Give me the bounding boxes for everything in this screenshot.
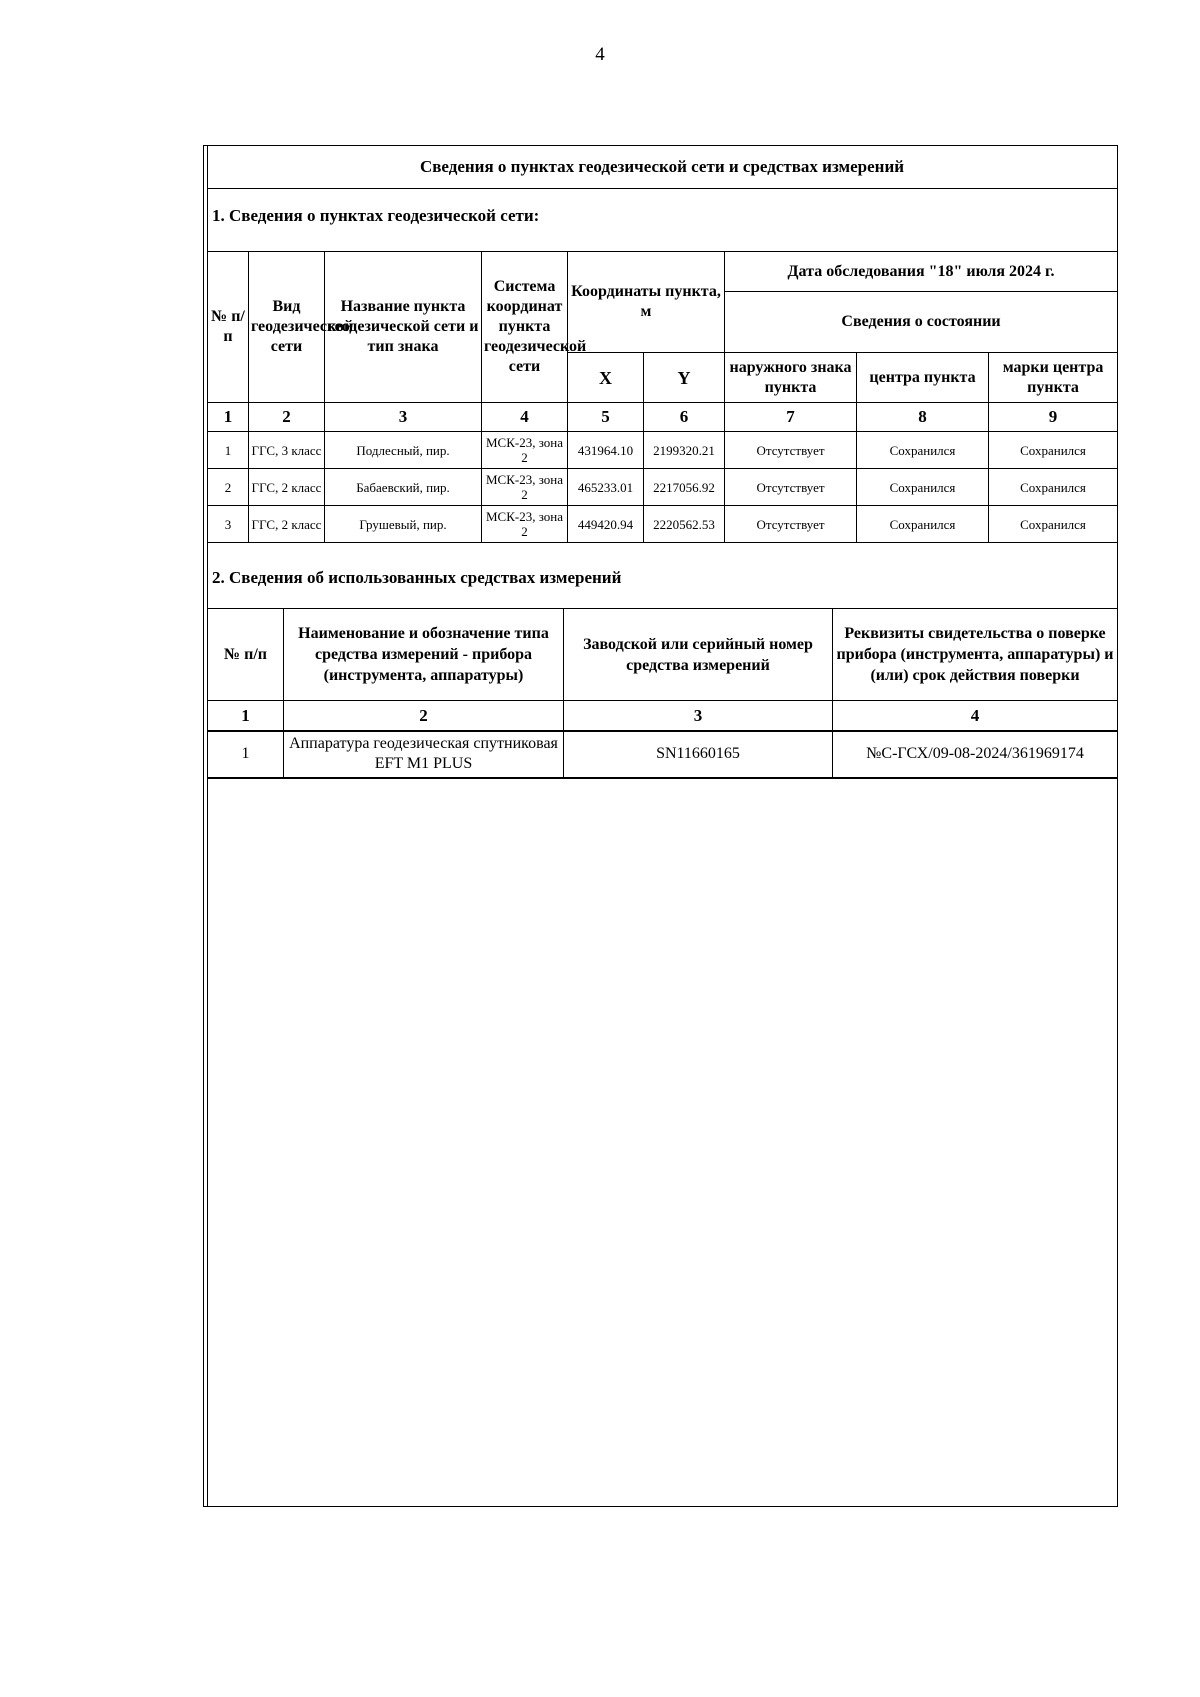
row-network-type: ГГС, 2 класс — [249, 506, 325, 543]
row-x: 449420.94 — [568, 506, 644, 543]
row-point-name: Подлесный, пир. — [325, 432, 482, 469]
row-coordinate-system: МСК-23, зона 2 — [482, 506, 568, 543]
row-center-mark: Сохранился — [989, 432, 1118, 469]
row-x: 431964.10 — [568, 432, 644, 469]
row-x: 465233.01 — [568, 469, 644, 506]
column-number: 8 — [857, 403, 989, 432]
row-network-type: ГГС, 3 класс — [249, 432, 325, 469]
row-y: 2199320.21 — [644, 432, 725, 469]
row-verification: №С-ГСХ/09-08-2024/361969174 — [833, 731, 1118, 778]
header-state: Сведения о состоянии — [725, 292, 1118, 353]
column-number: 7 — [725, 403, 857, 432]
header-center: центра пункта — [857, 353, 989, 403]
column-number: 2 — [249, 403, 325, 432]
row-num: 1 — [208, 432, 249, 469]
form-frame — [203, 145, 1118, 1507]
row-center-mark: Сохранился — [989, 506, 1118, 543]
section2-title: 2. Сведения об использованных средствах измерений — [212, 568, 622, 587]
row-center-mark: Сохранился — [989, 469, 1118, 506]
row-y: 2220562.53 — [644, 506, 725, 543]
row-network-type: ГГС, 2 класс — [249, 469, 325, 506]
row-instrument-name: Аппаратура геодезическая спутниковая EFT M1 PLUS — [284, 731, 564, 778]
column-number: 1 — [208, 403, 249, 432]
header-verification: Реквизиты свидетельства о поверке прибора (инструмента, аппаратуры) и (или) срок действия поверки — [833, 609, 1118, 701]
column-number: 3 — [564, 701, 833, 731]
row-coordinate-system: МСК-23, зона 2 — [482, 469, 568, 506]
column-number: 4 — [482, 403, 568, 432]
header-instrument-name: Наименование и обозначение типа средства измерений - прибора (инструмента, аппаратуры) — [284, 609, 564, 701]
column-number: 1 — [208, 701, 284, 731]
row-outer-sign: Отсутствует — [725, 432, 857, 469]
row-outer-sign: Отсутствует — [725, 506, 857, 543]
row-outer-sign: Отсутствует — [725, 469, 857, 506]
column-number: 5 — [568, 403, 644, 432]
column-number: 9 — [989, 403, 1118, 432]
header-network-type: Вид геодезической сети — [249, 252, 325, 403]
column-number: 6 — [644, 403, 725, 432]
column-number-row — [208, 403, 1118, 432]
column-number: 3 — [325, 403, 482, 432]
table-row — [208, 469, 1118, 506]
header-point-name: Название пункта геодезической сети и тип знака — [325, 252, 482, 403]
row-center: Сохранился — [857, 469, 989, 506]
row-point-name: Грушевый, пир. — [325, 506, 482, 543]
geodetic-points-table — [207, 251, 1118, 543]
row-center: Сохранился — [857, 432, 989, 469]
column-number: 2 — [284, 701, 564, 731]
row-num: 3 — [208, 506, 249, 543]
row-point-name: Бабаевский, пир. — [325, 469, 482, 506]
table-row — [208, 432, 1118, 469]
header-num: № п/п — [208, 609, 284, 701]
page-number: 4 — [595, 44, 605, 65]
row-num: 2 — [208, 469, 249, 506]
row-coordinate-system: МСК-23, зона 2 — [482, 432, 568, 469]
header-x: X — [568, 353, 644, 403]
row-num: 1 — [208, 731, 284, 778]
header-serial-number: Заводской или серийный номер средства измерений — [564, 609, 833, 701]
header-num: № п/п — [208, 252, 249, 403]
table-row — [208, 506, 1118, 543]
table-row — [208, 731, 1118, 778]
row-y: 2217056.92 — [644, 469, 725, 506]
header-y: Y — [644, 353, 725, 403]
column-number: 4 — [833, 701, 1118, 731]
row-center: Сохранился — [857, 506, 989, 543]
section1-title: 1. Сведения о пунктах геодезической сети: — [212, 206, 540, 225]
header-outer-sign: наружного знака пункта — [725, 353, 857, 403]
header-coordinate-system: Система координат пункта геодезической сети — [482, 252, 568, 403]
instruments-table — [207, 608, 1118, 779]
header-coordinates: Координаты пункта, м — [568, 252, 725, 353]
header-survey-date: Дата обследования "18" июля 2024 г. — [725, 252, 1118, 292]
row-serial-number: SN11660165 — [564, 731, 833, 778]
header-center-mark: марки центра пункта — [989, 353, 1118, 403]
form-title: Сведения о пунктах геодезической сети и средствах измерений — [207, 146, 1117, 189]
